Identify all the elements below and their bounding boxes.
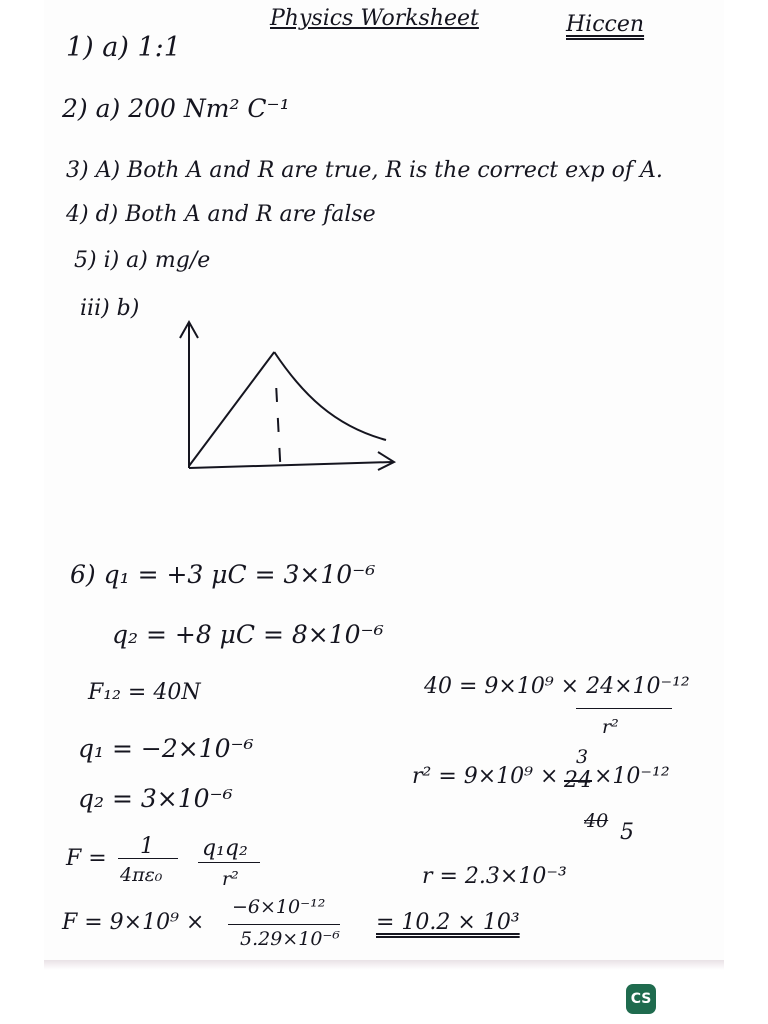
eq-b-top: 3: [576, 746, 589, 768]
eq-b-left: r² = 9×10⁹ ×: [412, 764, 559, 789]
eq-a-denominator: r²: [602, 716, 619, 738]
answer-3: 3) A) Both A and R are true, R is the correct exp of A.: [66, 158, 663, 183]
eq-a-left: 40 = 9×10⁹ × 24×10⁻¹²: [424, 674, 690, 699]
coulomb-num-2: q₁q₂: [202, 836, 248, 861]
decay-curve: [274, 352, 386, 440]
eq-b-denominator: 5: [620, 820, 634, 845]
q6-force: F₁₂ = 40N: [88, 680, 201, 705]
distance-result: r = 2.3×10⁻³: [422, 864, 567, 889]
coulomb-den-2: r²: [222, 868, 239, 890]
q6-charge-2: q₂ = +8 μC = 8×10⁻⁶: [112, 620, 384, 649]
eq-a-fraction-line: [576, 708, 672, 709]
q6-charge-2b: q₂ = 3×10⁻⁶: [78, 784, 233, 813]
q6-charge-1b: q₁ = −2×10⁻⁶: [78, 734, 254, 763]
eq-b-struck: 24: [564, 768, 592, 793]
coulomb-den-1: 4πε₀: [120, 864, 163, 886]
answer-2: 2) a) 200 Nm² C⁻¹: [62, 94, 290, 123]
final-result: = 10.2 × 10³: [376, 910, 520, 935]
coulomb-fraction-line-2: [198, 862, 260, 863]
student-name: Hiccen: [566, 12, 645, 37]
answer-5-part-3: iii) b): [80, 296, 140, 321]
worksheet-title: Physics Worksheet: [270, 6, 479, 31]
camscanner-logo: CS: [626, 984, 656, 1014]
answer-5: 5) i) a) mg/e: [74, 248, 211, 273]
eq-b-right: ×10⁻¹²: [594, 764, 670, 789]
q6-charge-1: 6) q₁ = +3 μC = 3×10⁻⁶: [70, 560, 376, 589]
coulomb-fraction-line-1: [118, 858, 178, 859]
y-axis: [180, 322, 198, 468]
coulomb-num-1: 1: [140, 834, 154, 859]
peak-dashed-line: [276, 388, 280, 464]
calc-numerator: −6×10⁻¹²: [232, 896, 326, 918]
coulomb-lhs: F =: [66, 846, 107, 871]
answer-1: 1) a) 1:1: [66, 32, 181, 63]
calc-fraction-line: [228, 924, 340, 925]
eq-b-denominator-struck: 40: [584, 810, 609, 832]
answer-4: 4) d) Both A and R are false: [66, 202, 376, 227]
rise-curve: [189, 352, 274, 466]
calc-lhs: F = 9×10⁹ ×: [62, 910, 205, 935]
x-axis: [189, 452, 394, 470]
calc-denominator: 5.29×10⁻⁶: [240, 928, 341, 950]
